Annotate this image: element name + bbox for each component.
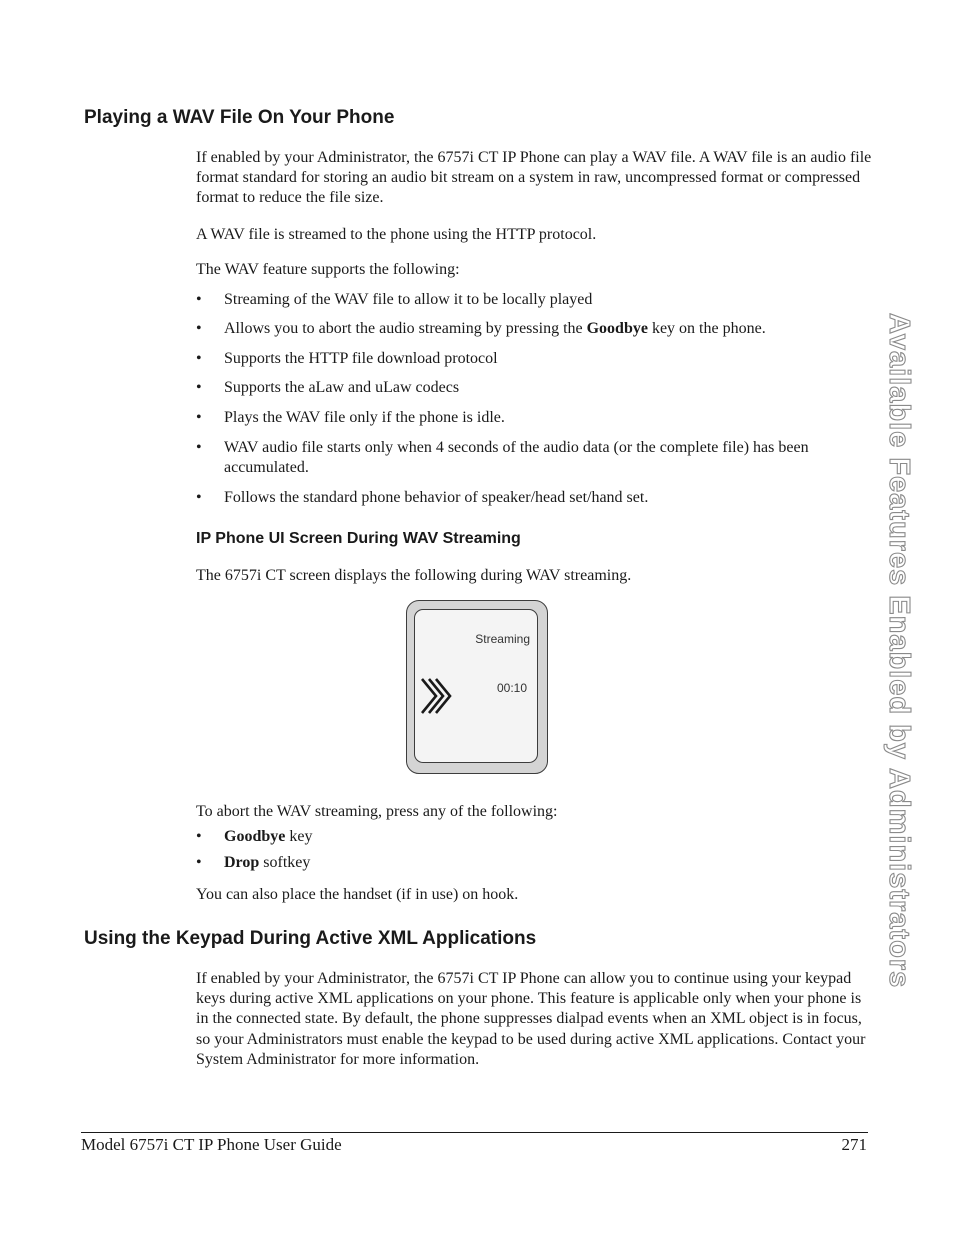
section-heading-wav: Playing a WAV File On Your Phone	[84, 107, 395, 128]
ui-intro-paragraph: The 6757i CT screen displays the following during WAV streaming.	[196, 567, 632, 584]
stream-elapsed-time: 00:10	[496, 681, 527, 695]
footer-guide-title: Model 6757i CT IP Phone User Guide	[81, 1135, 342, 1154]
bullet-marker: •	[196, 350, 202, 367]
list-item-text: Supports the aLaw and uLaw codecs	[224, 379, 460, 396]
list-item	[196, 853, 876, 873]
wav-http-paragraph: A WAV file is streamed to the phone using the HTTP protocol.	[196, 226, 597, 243]
bullet-marker: •	[196, 489, 202, 506]
page-number: 271	[841, 1135, 867, 1154]
bullet-marker: •	[196, 854, 202, 871]
list-item-text: Follows the standard phone behavior of speaker/head set/hand set.	[224, 489, 649, 506]
wav-intro-paragraph: If enabled by your Administrator, the 6757i CT IP Phone can play a WAV file. A WAV file is an audio file format standard for storing an audio bit stream on a system in raw, uncompressed format or compressed format to reduce the file size.	[196, 149, 872, 207]
bullet-marker: •	[196, 439, 202, 456]
list-item-text: Streaming of the WAV file to allow it to be locally played	[224, 291, 593, 308]
list-item	[196, 438, 876, 478]
list-item-text: Drop softkey	[224, 854, 311, 871]
screen-title: Streaming	[475, 632, 530, 646]
bullet-marker: •	[196, 828, 202, 845]
list-item-text: WAV audio file starts only when 4 seconds of the audio data (or the complete file) has been accumulated.	[224, 439, 809, 477]
list-item	[196, 290, 876, 310]
side-section-title: Available Features Enabled by Administrators	[883, 313, 915, 989]
section-heading-keypad: Using the Keypad During Active XML Applications	[84, 928, 537, 949]
list-item	[196, 378, 876, 398]
list-item	[196, 319, 876, 339]
subheading-ui-screen: IP Phone UI Screen During WAV Streaming	[196, 530, 521, 547]
bullet-marker: •	[196, 291, 202, 308]
footer-divider	[81, 1132, 868, 1133]
phone-display	[414, 609, 538, 763]
hook-paragraph: You can also place the handset (if in use) on hook.	[196, 886, 519, 903]
drop-softkey-name: Drop	[224, 854, 260, 871]
goodbye-key-name: Goodbye	[224, 828, 286, 845]
list-item	[196, 827, 876, 847]
bullet-marker: •	[196, 409, 202, 426]
abort-intro-paragraph: To abort the WAV streaming, press any of the following:	[196, 803, 558, 820]
list-item-text: Goodbye key	[224, 828, 313, 845]
wav-supports-paragraph: The WAV feature supports the following:	[196, 261, 460, 278]
list-item-text: Supports the HTTP file download protocol	[224, 350, 498, 367]
list-item-text: Plays the WAV file only if the phone is idle.	[224, 409, 505, 426]
list-item	[196, 408, 876, 428]
bullet-marker: •	[196, 320, 202, 337]
fast-forward-icon	[419, 676, 461, 716]
phone-screen-illustration	[406, 600, 548, 774]
list-item	[196, 488, 876, 508]
keypad-paragraph: If enabled by your Administrator, the 6757i CT IP Phone can allow you to continue using your keypad keys during active XML applications on your phone. This feature is applicable only when your phone is in the connected state. By default, the phone suppresses dialpad events when an XML object is in focus, so your Administrators must enable the keypad to be used during active XML applications. Contact your System Administrator for more information.	[196, 970, 866, 1068]
list-item	[196, 349, 876, 369]
list-item-text: Allows you to abort the audio streaming by pressing the Goodbye key on the phone.	[224, 320, 766, 337]
bullet-marker: •	[196, 379, 202, 396]
goodbye-key-name: Goodbye	[586, 320, 648, 337]
